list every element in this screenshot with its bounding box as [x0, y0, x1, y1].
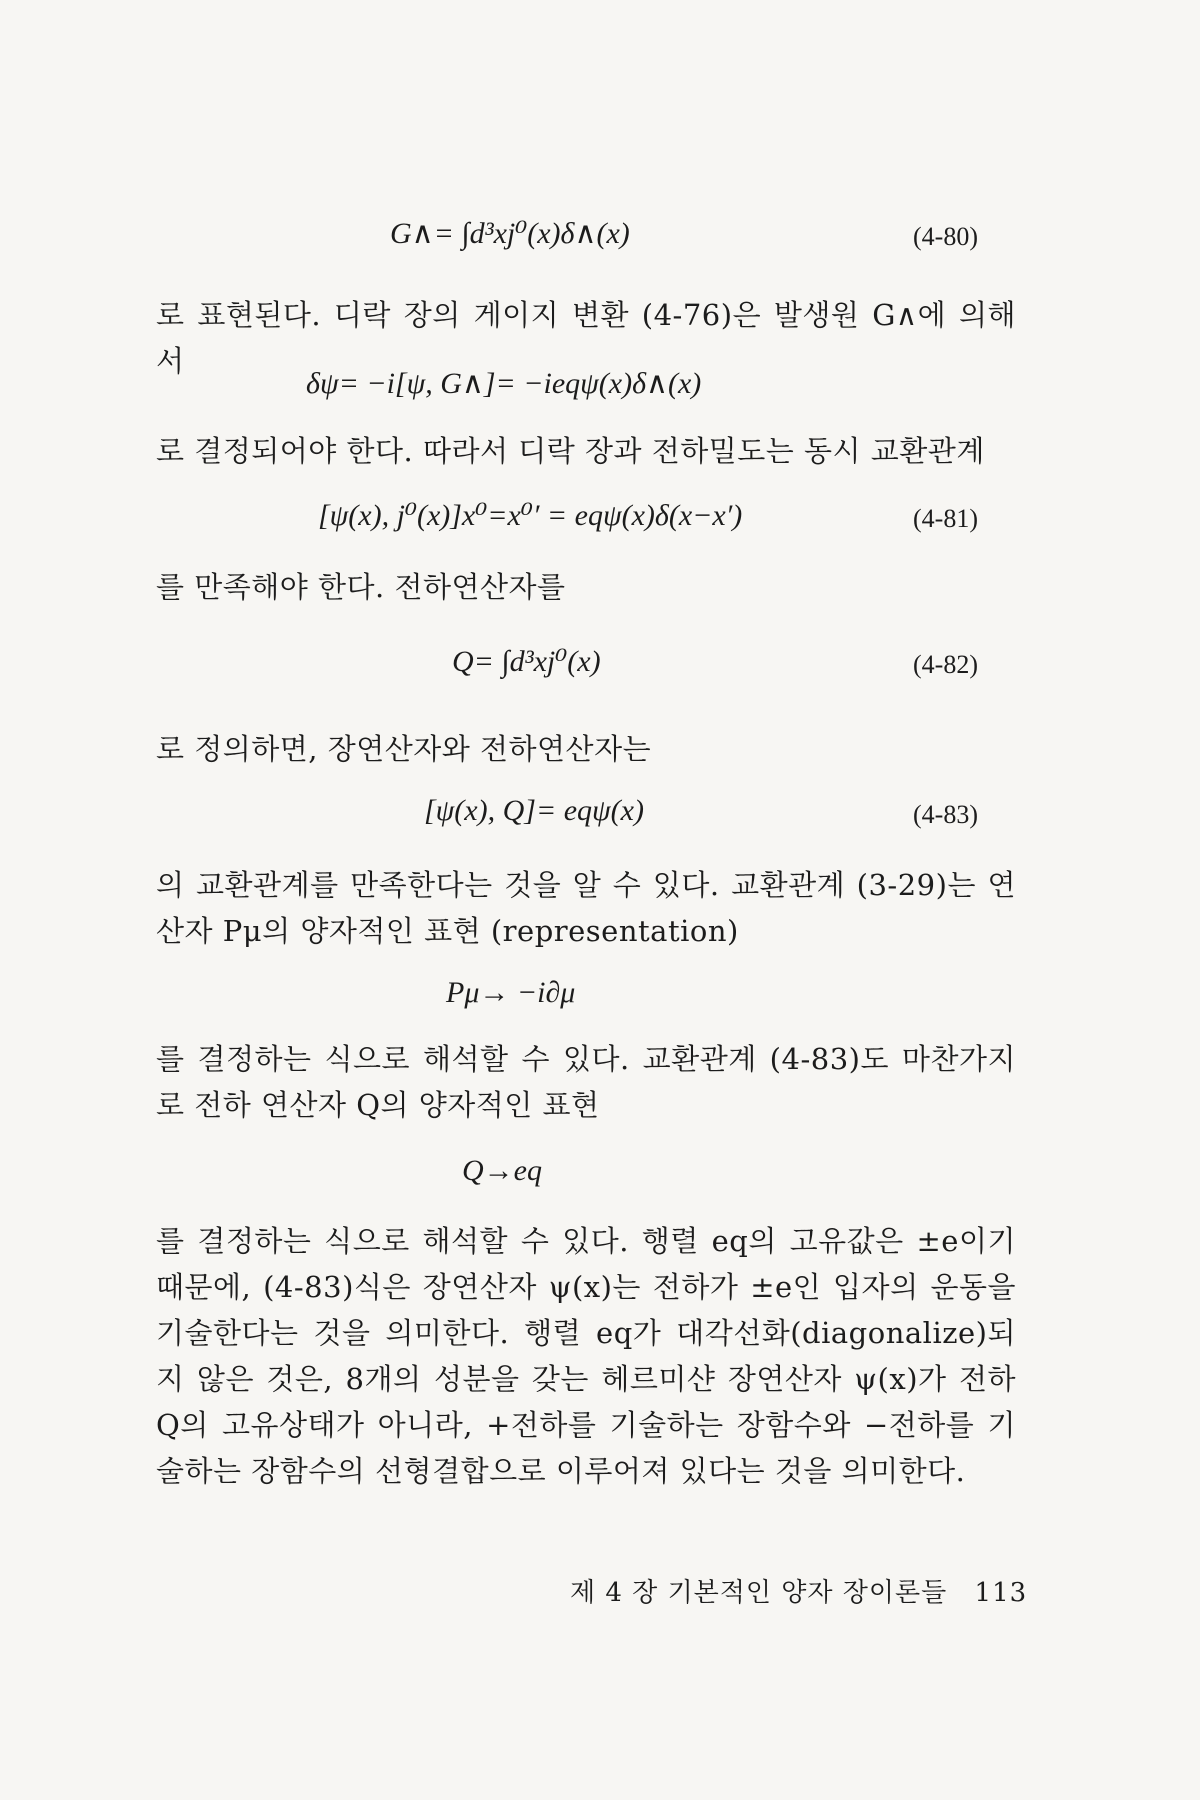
equation-p-mu: Pμ→ −i∂μ [446, 976, 576, 1009]
equation-4-81: [ψ(x), j⁰(x)]x⁰=x⁰′ = eqψ(x)δ(x−x′) [318, 499, 743, 532]
paragraph-4: 로 정의하면, 장연산자와 전하연산자는 [156, 732, 652, 766]
paragraph-7: 를 결정하는 식으로 해석할 수 있다. 행렬 eq의 고유값은 ±e이기 때문에, (4-83)식은 장연산자 ψ(x)는 전하가 ±e인 입자의 운동을 기술한다는 것을 의미한다. 행렬 eq가 대각선화(diagonalize)되지 않은 것은, 8개의 성분을 갖는 헤르미샨 장연산자 ψ(x)가 전하 Q의 고유상태가 아니라, +전하를 기술하는 장함수와 −전하를 기술하는 장함수의 선형결합으로 이루어져 있다는 것을 의미한다. [156, 1224, 1016, 1488]
equation-q: Q→eq [462, 1154, 542, 1187]
equation-4-83: [ψ(x), Q]= eqψ(x) [424, 794, 644, 827]
equation-number-4-80: (4-80) [913, 222, 978, 251]
running-head: 제 4 장 기본적인 양자 장이론들 [570, 1578, 948, 1608]
paragraph-5: 의 교환관계를 만족한다는 것을 알 수 있다. 교환관계 (3-29)는 연산자 Pμ의 양자적인 표현 (representation) [156, 868, 1016, 948]
page-number: 113 [974, 1578, 1028, 1608]
equation-delta-psi: δψ= −i[ψ, G∧]= −ieqψ(x)δ∧(x) [306, 367, 702, 400]
paragraph-6: 를 결정하는 식으로 해석할 수 있다. 교환관계 (4-83)도 마찬가지로 전하 연산자 Q의 양자적인 표현 [156, 1042, 1016, 1122]
paragraph-2: 로 결정되어야 한다. 따라서 디락 장과 전하밀도는 동시 교환관계 [156, 434, 985, 468]
equation-4-82: Q= ∫d³xj⁰(x) [452, 645, 601, 678]
equation-4-80: G∧= ∫d³xj⁰(x)δ∧(x) [390, 217, 630, 250]
equation-number-4-83: (4-83) [913, 800, 978, 829]
equation-number-4-81: (4-81) [913, 504, 978, 533]
equation-number-4-82: (4-82) [913, 650, 978, 679]
page-footer [570, 1572, 1027, 1609]
paragraph-3: 를 만족해야 한다. 전하연산자를 [156, 570, 566, 604]
paragraph-1: 로 표현된다. 디락 장의 게이지 변환 (4-76)은 발생원 G∧에 의해서 [156, 298, 1016, 378]
